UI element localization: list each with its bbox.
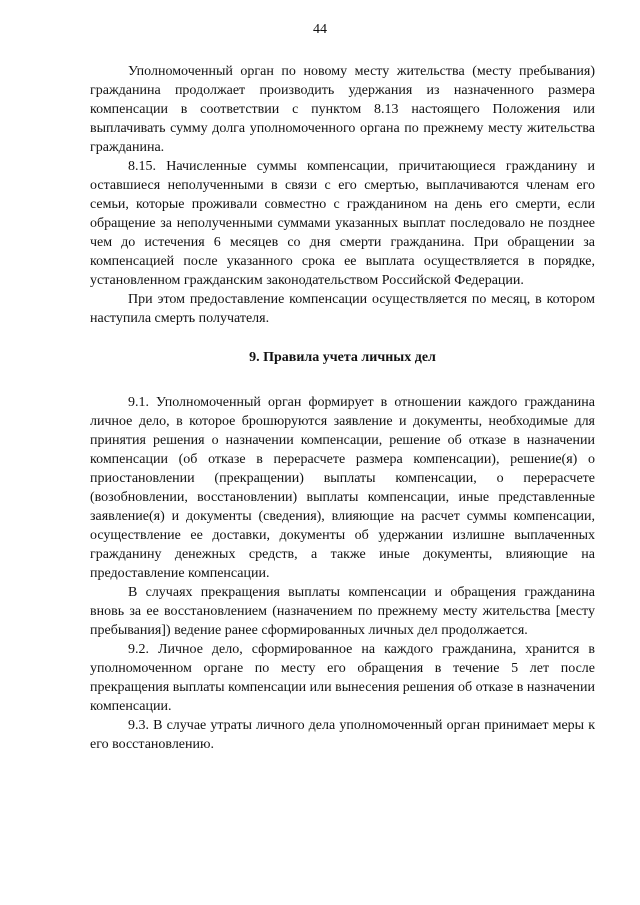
paragraph-9-2: 9.2. Личное дело, сформированное на каждого гражданина, хранится в уполномоченном органе по месту его обращения в течение 5 лет после прекращения выплаты компенсации или вынесения решения об отказе в назначении компенсации. bbox=[90, 642, 595, 714]
paragraph-9-1: 9.1. Уполномоченный орган формирует в отношении каждого гражданина личное дело, в которое брошюруются заявление и документы, необходимые для принятия решения о назначении компенсации, решение об отказе в назначении компенсации (об отказе в перерасчете размера компенсации), решение(я) о приостановлении (прекращении) выплаты компенсации, о перерасчете (возобновлении, восстановлении) выплаты компенсации, иные представленные заявление(я) и документы (сведения), влияющие на расчет суммы компенсации, осуществление ее доставки, документы об удержании излишне выплаченных гражданину денежных средств, а также иные документы, влияющие на предоставление компенсации. bbox=[90, 395, 595, 581]
paragraph-restoration-cases: В случаях прекращения выплаты компенсации и обращения гражданина вновь за ее восстановлением (назначением по прежнему месту жительства [месту пребывания]) ведение ранее сформированных личных дел продолжается. bbox=[90, 585, 595, 638]
paragraph-9-3: 9.3. В случае утраты личного дела уполномоченный орган принимает меры к его восстановлению. bbox=[90, 718, 595, 752]
page-number: 44 bbox=[313, 22, 327, 37]
paragraph-transfer-debt: Уполномоченный орган по новому месту жительства (месту пребывания) гражданина продолжает производить удержания из назначенного размера компенсации в соответствии с пунктом 8.13 настоящего Положения или выплачивать сумму долга уполномоченного органа по прежнему месту жительства гражданина. bbox=[90, 64, 595, 155]
paragraph-8-15: 8.15. Начисленные суммы компенсации, причитающиеся гражданину и оставшиеся неполученными в связи с его смертью, выплачиваются членам его семьи, которые проживали совместно с гражданином на день его смерти, если обращение за неполученными суммами указанных выплат последовало не позднее чем до истечения 6 месяцев со дня смерти гражданина. При обращении за компенсацией после указанного срока ее выплата осуществляется в порядке, установленном гражданским законодательством Российской Федерации. bbox=[90, 159, 595, 288]
paragraph-death-month: При этом предоставление компенсации осуществляется по месяц, в котором наступила смерть получателя. bbox=[90, 292, 595, 326]
section-heading: 9. Правила учета личных дел bbox=[249, 350, 436, 365]
document-body bbox=[90, 62, 595, 754]
